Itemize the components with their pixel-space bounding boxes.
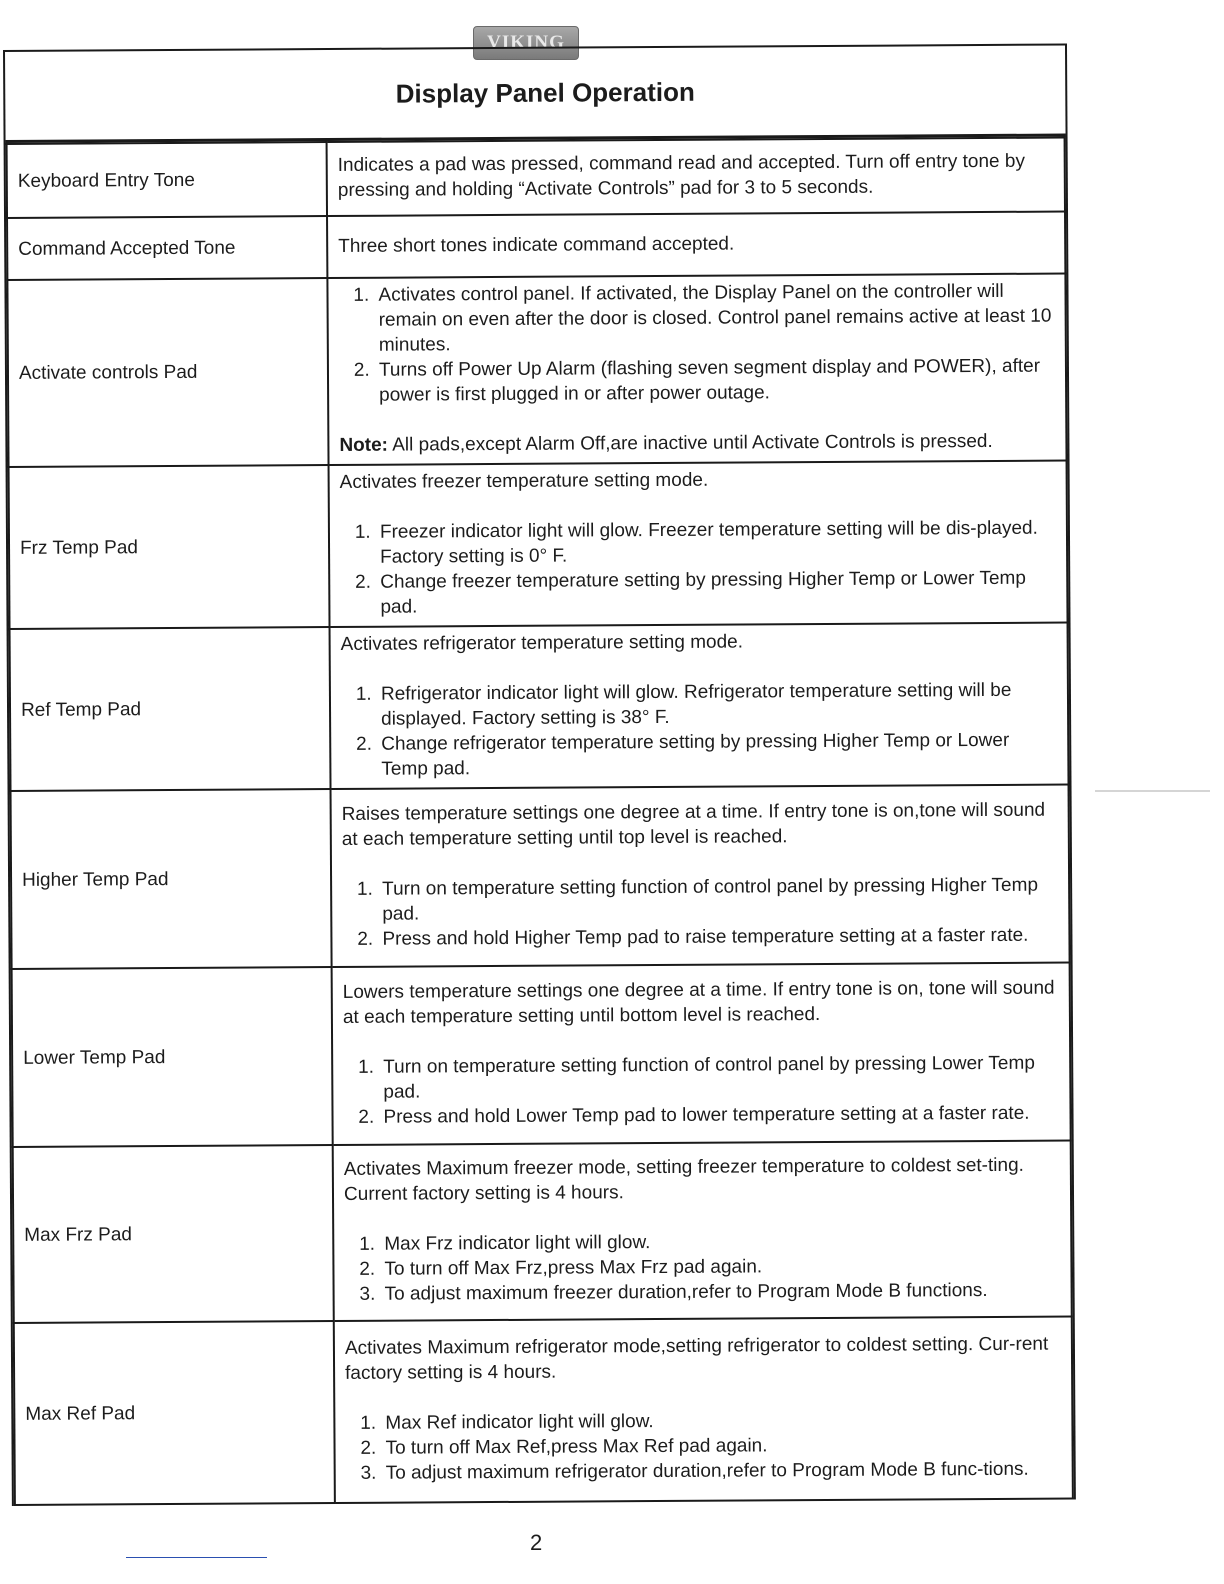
list-item: 1. Max Frz indicator light will glow. [380,1228,1060,1257]
display-panel-table [6,137,1074,1506]
table-row [9,461,1068,629]
row-label: Frz Temp Pad [9,465,330,629]
title-row [5,46,1066,143]
list-item: 2. Turns off Power Up Alarm (flashing seven segment display and POWER), after power is first plugged in or after power outage. [375,354,1055,408]
table-row [7,138,1065,218]
list-item: 3. To adjust maximum freezer duration,refer to Program Mode B functions. [381,1278,1061,1307]
list-item: 1. Max Ref indicator light will glow. [381,1407,1061,1436]
table-row [14,1316,1073,1504]
list-item: 2. Press and hold Lower Temp pad to lower temperature setting at a faster rate. [379,1101,1059,1130]
row-description [327,138,1065,217]
list-item: 3. To adjust maximum refrigerator duration,refer to Program Mode B func-tions. [382,1457,1062,1486]
logo-text: VIKING [487,32,565,53]
note-text: All pads,except Alarm Off,are inactive until Activate Controls is pressed. [392,430,993,456]
list-item: 2. Change freezer temperature setting by pressing Higher Temp or Lower Temp pad. [376,566,1056,620]
description-text: Three short tones indicate command accepted. [338,233,735,257]
row-description [331,785,1070,968]
list-item: 2. To turn off Max Ref,press Max Ref pad again. [381,1432,1061,1461]
row-label: Max Ref Pad [14,1321,335,1505]
page-title: Display Panel Operation [395,76,695,109]
numbered-list [343,1051,1059,1130]
table-row [11,785,1070,969]
row-label: Max Frz Pad [13,1145,334,1323]
description-text: Activates Maximum refrigerator mode,setting refrigerator to coldest setting. Cur-rent factory setting is 4 hours. [344,1333,1049,1384]
list-item: 2. To turn off Max Frz,press Max Frz pad again. [380,1253,1060,1282]
numbered-list [338,279,1055,408]
description-text: Raises temperature settings one degree at a time. If entry tone is on,tone will sound at each temperature setting until top level is reached. [341,799,1046,850]
row-description [330,623,1069,790]
numbered-list [342,873,1058,952]
list-item: 1. Turn on temperature setting function of control panel by pressing Higher Temp pad. [378,873,1058,927]
numbered-list [340,516,1057,620]
row-description [334,1316,1073,1503]
row-label: Activate controls Pad [7,278,328,467]
row-description [327,274,1066,466]
page-number: 2 [530,1530,543,1555]
list-item: 1. Refrigerator indicator light will glow. Refrigerator temperature setting will be displayed. Factory setting is 38° F. [377,678,1057,732]
row-description [327,212,1065,279]
description-text: Activates refrigerator temperature setting mode. [340,631,744,655]
description-text: Activates Maximum freezer mode, setting freezer temperature to coldest set-ting. Current factory setting is 4 hours. [343,1154,1024,1205]
list-item: 2. Change refrigerator temperature setting by pressing Higher Temp or Lower Temp pad. [377,728,1057,782]
description-text: Lowers temperature settings one degree at a time. If entry tone is on, tone will sound at each temperature setting until bottom level is reached. [342,977,1055,1028]
note-label: Note: [339,434,389,456]
row-label: Higher Temp Pad [11,789,332,969]
table-row [7,212,1065,280]
row-description [329,461,1068,628]
note [339,429,1055,458]
list-item: 1. Turn on temperature setting function of control panel by pressing Lower Temp pad. [379,1051,1059,1105]
list-item: 2. Press and hold Higher Temp pad to raise temperature setting at a faster rate. [378,923,1058,952]
row-description [332,963,1071,1146]
table-row [13,1140,1072,1322]
scan-edge-mark [1095,790,1210,792]
numbered-list [345,1407,1061,1486]
table-row [10,623,1069,791]
list-item: 1. Activates control panel. If activated, the Display Panel on the controller will remain on even after the door is closed. Control panel remains active at least 10 minutes. [374,279,1054,358]
row-label: Keyboard Entry Tone [7,142,327,218]
description-text: Indicates a pad was pressed, command read and accepted. Turn off entry tone by pressing and holding “Activate Controls” pad for 3 to 5 seconds. [337,150,1025,201]
footer-rule [126,1557,267,1558]
list-item: 1. Freezer indicator light will glow. Freezer temperature setting will be dis-played. Factory setting is 0° F. [376,516,1056,570]
numbered-list [344,1228,1060,1307]
description-text: Activates freezer temperature setting mode. [339,469,709,493]
numbered-list [341,678,1058,782]
row-description [333,1140,1072,1321]
table-row [7,274,1066,467]
document-frame [3,44,1076,1506]
row-label: Lower Temp Pad [12,967,333,1147]
row-label: Ref Temp Pad [10,627,331,791]
row-label: Command Accepted Tone [7,216,327,280]
table-row [12,963,1071,1147]
